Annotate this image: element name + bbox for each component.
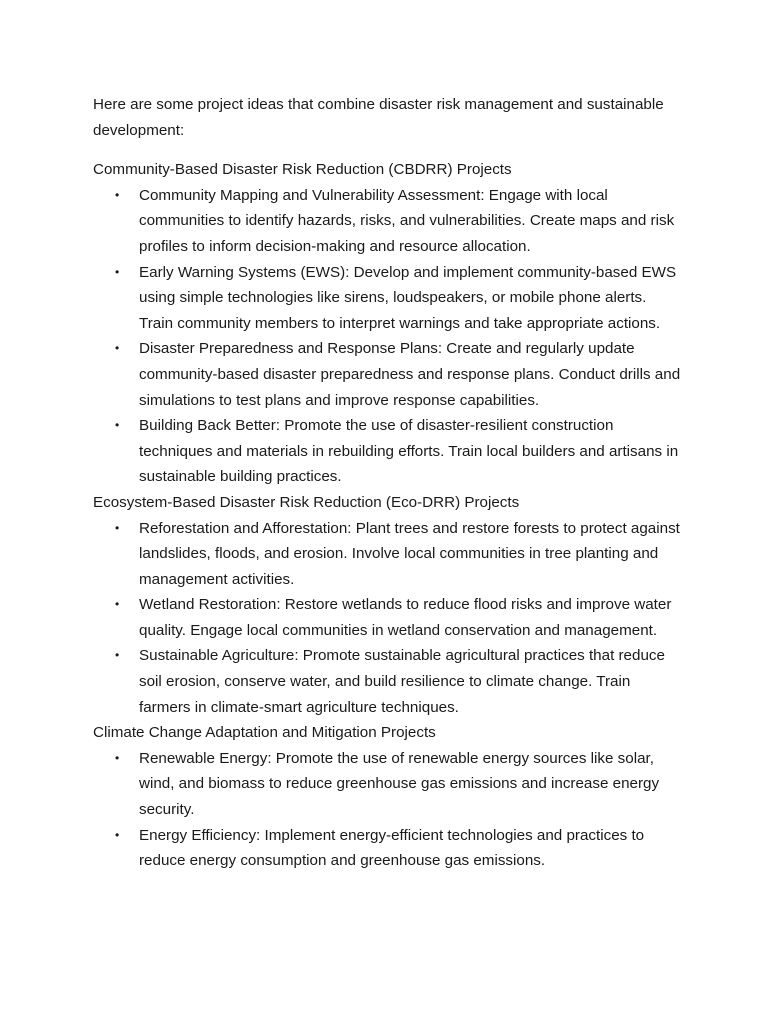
bullet-icon: •	[115, 750, 120, 765]
list-item: • Sustainable Agriculture: Promote sustainable agricultural practices that reduce soil erosion, conserve water, and build resilience to climate change. Train farmers in climate-smart agriculture techniques.	[93, 643, 683, 720]
cbdrr-list	[93, 183, 683, 490]
bullet-icon: •	[115, 597, 120, 612]
section-heading-cbdrr: Community-Based Disaster Risk Reduction (CBDRR) Projects	[93, 161, 512, 179]
list-item: • Early Warning Systems (EWS): Develop and implement community-based EWS using simple technologies like sirens, loudspeakers, or mobile phone alerts. Train community members to interpret warnings and take appropriate actions.	[93, 260, 683, 337]
list-item: • Energy Efficiency: Implement energy-efficient technologies and practices to reduce energy consumption and greenhouse gas emissions.	[93, 823, 683, 874]
bullet-icon: •	[115, 187, 120, 202]
list-item: • Building Back Better: Promote the use of disaster-resilient construction techniques and materials in rebuilding efforts. Train local builders and artisans in sustainable building practices.	[93, 413, 683, 490]
bullet-icon: •	[115, 418, 120, 433]
bullet-icon: •	[115, 648, 120, 663]
list-item: • Disaster Preparedness and Response Plans: Create and regularly update community-based disaster preparedness and response plans. Conduct drills and simulations to test plans and improve response capabilities.	[93, 336, 683, 413]
list-item: • Wetland Restoration: Restore wetlands to reduce flood risks and improve water quality. Engage local communities in wetland conservation and management.	[93, 592, 683, 643]
list-item: • Reforestation and Afforestation: Plant trees and restore forests to protect against landslides, floods, and erosion. Involve local communities in tree planting and management activities.	[93, 516, 683, 593]
list-item: • Community Mapping and Vulnerability Assessment: Engage with local communities to identify hazards, risks, and vulnerabilities. Create maps and risk profiles to inform decision-making and resource allocation.	[93, 183, 683, 260]
section-heading-eco-drr: Ecosystem-Based Disaster Risk Reduction (Eco-DRR) Projects	[93, 493, 520, 511]
eco-drr-list	[93, 516, 683, 721]
bullet-icon: •	[115, 264, 120, 279]
bullet-icon: •	[115, 827, 120, 842]
bullet-icon: •	[115, 341, 120, 356]
document-page	[93, 92, 683, 874]
bullet-icon: •	[115, 520, 120, 535]
section-heading-climate: Climate Change Adaptation and Mitigation Projects	[93, 724, 436, 742]
climate-list	[93, 746, 683, 874]
intro-paragraph: Here are some project ideas that combine disaster risk management and sustainable development:	[93, 96, 664, 139]
list-item: • Renewable Energy: Promote the use of renewable energy sources like solar, wind, and biomass to reduce greenhouse gas emissions and increase energy security.	[93, 746, 683, 823]
